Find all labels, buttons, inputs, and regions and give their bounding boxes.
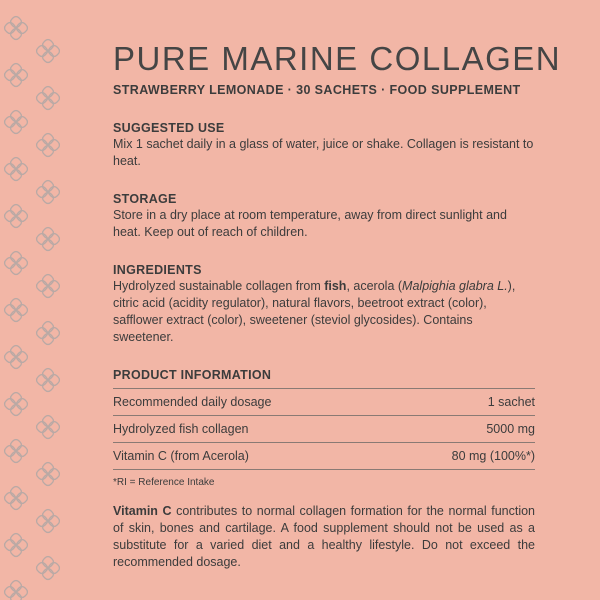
ingredients-heading: INGREDIENTS [113, 263, 202, 277]
pattern-motif [3, 297, 29, 323]
pattern-motif [3, 391, 29, 417]
reference-intake-note: *RI = Reference Intake [113, 477, 215, 488]
storage-text: Store in a dry place at room temperature, away from direct sunlight and heat. Keep out of reach of children. [113, 208, 507, 239]
pattern-motif [35, 367, 61, 393]
pattern-motif [35, 226, 61, 252]
decorative-pattern [0, 0, 72, 600]
pattern-motif [3, 156, 29, 182]
ingredients-section [113, 263, 535, 346]
row-value: 80 mg (100%*) [451, 449, 535, 463]
table-row [113, 389, 535, 416]
ingredients-bold-fish: fish [324, 279, 347, 293]
pattern-motif [3, 485, 29, 511]
label-content [113, 40, 562, 488]
pattern-motif [3, 532, 29, 558]
ingredients-text [113, 278, 535, 346]
row-label: Vitamin C (from Acerola) [113, 449, 249, 463]
pattern-motif [35, 414, 61, 440]
suggested-use-section [113, 121, 535, 170]
ingredients-text-part1: Hydrolyzed sustainable collagen from [113, 279, 325, 293]
pattern-motif [35, 508, 61, 534]
suggested-use-heading: SUGGESTED USE [113, 121, 225, 135]
ingredients-text-part2: , acerola ( [346, 279, 403, 293]
row-value: 5000 mg [486, 422, 535, 436]
pattern-motif [35, 555, 61, 581]
pattern-motif [3, 15, 29, 41]
pattern-motif [3, 344, 29, 370]
pattern-motif [3, 579, 29, 600]
product-subtitle: STRAWBERRY LEMONADE · 30 SACHETS · FOOD SUPPLEMENT [113, 83, 521, 97]
pattern-motif [3, 109, 29, 135]
pattern-motif [3, 250, 29, 276]
row-value: 1 sachet [487, 395, 535, 409]
row-label: Hydrolyzed fish collagen [113, 422, 249, 436]
product-information-heading: PRODUCT INFORMATION [113, 368, 272, 382]
footer-text: contributes to normal collagen formation for the normal function of skin, bones and cartilage. A food supplement should not be used as a substitute for a varied diet and a healthy lifestyle. Do not exceed the recommended dosage. [113, 504, 536, 569]
ingredients-text-part3: ), citric acid (acidity regulator), natural flavors, beetroot extract (color), safflower extract (color), sweetener (steviol glycosides). Contains sweetener. [113, 279, 516, 344]
pattern-motif [35, 132, 61, 158]
storage-heading: STORAGE [113, 192, 177, 206]
pattern-motif [3, 438, 29, 464]
footer-bold-vitamin-c: Vitamin C [113, 504, 172, 518]
vitamin-c-claim [113, 503, 535, 571]
product-title: PURE MARINE COLLAGEN [113, 40, 562, 77]
ingredients-latin-name: Malpighia glabra L. [402, 279, 508, 293]
pattern-motif [3, 203, 29, 229]
product-information-section [113, 368, 535, 488]
pattern-graphic [0, 0, 72, 600]
pattern-motif [35, 179, 61, 205]
table-row [113, 416, 535, 443]
nutrition-table [113, 388, 535, 470]
pattern-motif [35, 38, 61, 64]
pattern-motif [35, 461, 61, 487]
row-label: Recommended daily dosage [113, 395, 272, 409]
table-row [113, 443, 535, 470]
pattern-motif [35, 85, 61, 111]
storage-section [113, 192, 535, 241]
pattern-motif [35, 320, 61, 346]
suggested-use-text: Mix 1 sachet daily in a glass of water, juice or shake. Collagen is resistant to heat. [113, 137, 534, 168]
pattern-motif [3, 62, 29, 88]
pattern-motif [35, 273, 61, 299]
